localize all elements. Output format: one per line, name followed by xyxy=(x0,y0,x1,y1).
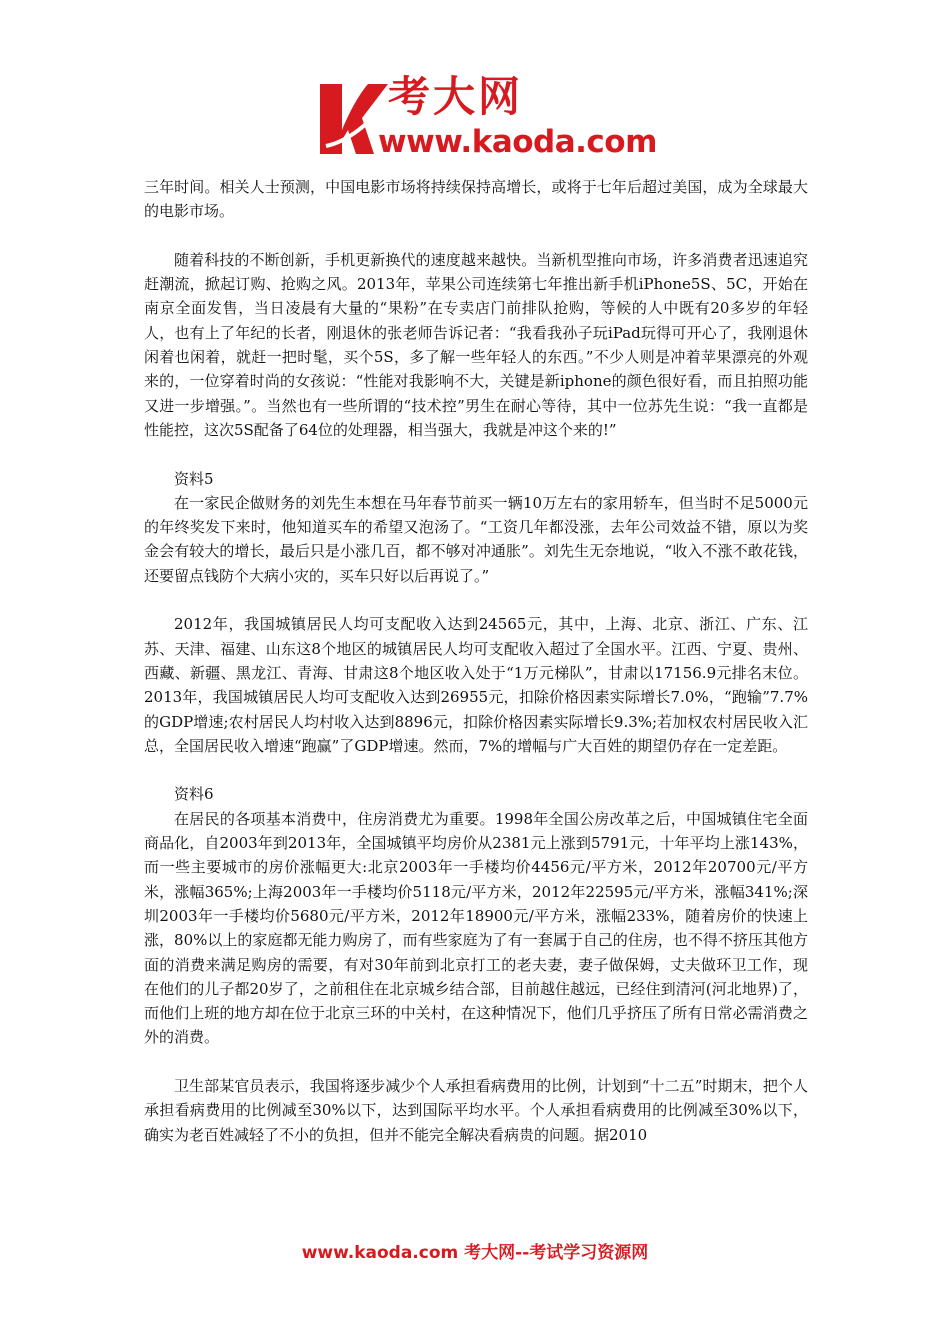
paragraph: 卫生部某官员表示，我国将逐步减少个人承担看病费用的比例，计划到“十二五”时期末，把个人承担看病费用的比例减至30%以下，达到国际平均水平。个人承担看病费用的比例减至30%以下，确实为老百姓减轻了不小的负担，但并不能完全解决看病贵的问题。据2010 xyxy=(144,1076,808,1144)
site-logo xyxy=(316,72,657,164)
paragraph: 在一家民企做财务的刘先生本想在马年春节前买一辆10万左右的家用轿车，但当时不足5000元的年终奖发下来时，他知道买车的希望又泡汤了。“工资几年都没涨，去年公司效益不错，原以为奖金会有较大的增长，最后只是小涨几百，都不够对冲通胀”。刘先生无奈地说，“收入不涨不敢花钱，还要留点钱防个大病小灾的，买车只好以后再说了。” xyxy=(144,493,808,585)
paragraph-spacer xyxy=(144,224,808,248)
paragraph-spacer xyxy=(144,1050,808,1074)
article-body xyxy=(144,175,808,1147)
footer-link[interactable]: www.kaoda.com 考大网--考试学习资源网 xyxy=(301,1243,649,1263)
paragraph: 在居民的各项基本消费中，住房消费尤为重要。1998年全国公房改革之后，中国城镇住宅全面商品化，自2003年到2013年，全国城镇平均房价从2381元上涨到5791元，十年平均上涨143%，而一些主要城市的房价涨幅更大:北京2003年一手楼均价4456元/平方米，2012年20700元/平方米，涨幅365%;上海2003年一手楼均价5118元/平方米，2012年22595元/平方米，涨幅341%;深圳2003年一手楼均价5680元/平方米，2012年18900元/平方米，涨幅233%，随着房价的快速上涨，80%以上的家庭都无能力购房了，而有些家庭为了有一套属于自己的住房，也不得不挤压其他方面的消费来满足购房的需要，有对30年前到北京打工的老夫妻，妻子做保姆，丈夫做环卫工作，现在他们的儿子都20岁了，之前租住在北京城乡结合部，目前越住越远，已经住到清河(河北地界)了，而他们上班的地方却在位于北京三环的中关村，在这种情况下，他们几乎挤压了所有日常必需消费之外的消费。 xyxy=(144,809,808,1047)
paragraph: 随着科技的不断创新，手机更新换代的速度越来越快。当新机型推向市场，许多消费者迅速追究赶潮流，掀起订购、抢购之风。2013年，苹果公司连续第七年推出新手机iPhone5S、5C，开始在南京全面发售，当日凌晨有大量的“果粉”在专卖店门前排队抢购，等候的人中既有20多岁的年轻人，也有上了年纪的长者，刚退休的张老师告诉记者：“我看我孙子玩iPad玩得可开心了，我刚退休闲着也闲着，就赶一把时髦，买个5S，多了解一些年轻人的东西。”不少人则是冲着苹果漂亮的外观来的，一位穿着时尚的女孩说：“性能对我影响不大，关键是新iphone的颜色很好看，而且拍照功能又进一步增强。”。当然也有一些所谓的“技术控”男生在耐心等待，其中一位苏先生说：“我一直都是性能控，这次5S配备了64位的处理器，相当强大，我就是冲这个来的!” xyxy=(144,250,808,439)
paragraph-spacer xyxy=(144,442,808,466)
logo-brand-url: www.kaoda.com xyxy=(378,124,657,160)
paragraph: 三年时间。相关人士预测，中国电影市场将持续保持高增长，或将于七年后超过美国，成为全球最大的电影市场。 xyxy=(144,178,808,221)
section-label: 资料6 xyxy=(174,785,214,804)
section-label: 资料5 xyxy=(174,469,214,488)
paragraph: 2012年，我国城镇居民人均可支配收入达到24565元，其中，上海、北京、浙江、广东、江苏、天津、福建、山东这8个地区的城镇居民人均可支配收入超过了全国水平。江西、宁夏、贵州、西藏、新疆、黑龙江、青海、甘肃这8个地区收入处于“1万元梯队”，甘肃以17156.9元排名末位。2013年，我国城镇居民人均可支配收入达到26955元，扣除价格因素实际增长7.0%，“跑输”7.7%的GDP增速;农村居民人均村收入达到8896元，扣除价格因素实际增长9.3%;若加权农村居民收入汇总，全国居民收入增速“跑赢”了GDP增速。然而，7%的增幅与广大百姓的期望仍存在一定差距。 xyxy=(144,615,808,755)
logo-brand-cn: 考大网 xyxy=(388,72,524,121)
paragraph-spacer xyxy=(144,588,808,612)
paragraph-spacer xyxy=(144,758,808,782)
